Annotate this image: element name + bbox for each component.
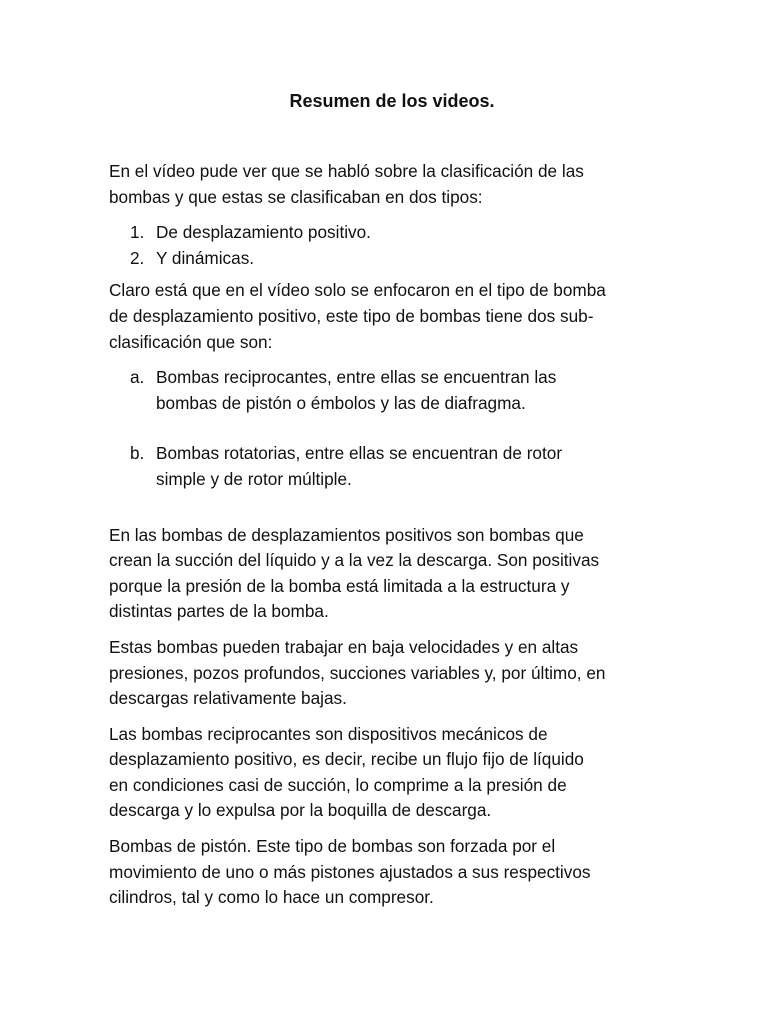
list-item: [109, 220, 669, 246]
text-line: Las bombas reciprocantes son dispositivos mecánicos de: [109, 723, 548, 744]
text-line: clasificación que son:: [109, 331, 273, 352]
list-item-text: Bombas reciprocantes, entre ellas se encuentran las: [156, 367, 557, 388]
text-line: Estas bombas pueden trabajar en baja velocidades y en altas: [109, 636, 579, 657]
list-item-text: bombas de pistón o émbolos y las de diafragma.: [156, 392, 526, 413]
text-line: distintas partes de la bomba.: [109, 601, 329, 622]
list-item-text: Bombas rotatorias, entre ellas se encuentran de rotor: [156, 443, 563, 464]
intro-paragraph: [109, 159, 669, 210]
pump-types-list: [109, 220, 669, 271]
text-line: desplazamiento positivo, es decir, recibe un flujo fijo de líquido: [109, 749, 584, 770]
list-item-text: De desplazamiento positivo.: [156, 222, 371, 243]
text-line: descarga y lo expulsa por la boquilla de descarga.: [109, 800, 492, 821]
text-line: descargas relativamente bajas.: [109, 688, 347, 709]
text-line: en condiciones casi de succión, lo comprime a la presión de: [109, 774, 567, 795]
text-line: En las bombas de desplazamientos positivos son bombas que: [109, 524, 584, 545]
list-marker: a.: [130, 367, 145, 388]
list-marker: 1.: [130, 222, 145, 243]
positive-displacement-paragraph: [109, 523, 669, 625]
list-marker: 2.: [130, 247, 145, 268]
subclassification-paragraph: [109, 278, 669, 355]
document-title: Resumen de los videos.: [289, 91, 495, 111]
list-item: [109, 246, 669, 272]
text-line: movimiento de uno o más pistones ajustados a sus respectivos: [109, 861, 591, 882]
text-line: Bombas de pistón. Este tipo de bombas son forzada por el: [109, 836, 556, 857]
text-line: En el vídeo pude ver que se habló sobre la clasificación de las: [109, 161, 584, 181]
text-line: crean la succión del líquido y a la vez la descarga. Son positivas: [109, 550, 600, 571]
text-line: presiones, pozos profundos, succiones variables y, por último, en: [109, 662, 606, 683]
text-line: porque la presión de la bomba está limitada a la estructura y: [109, 575, 570, 596]
list-item: [109, 365, 669, 416]
list-marker: b.: [130, 443, 145, 464]
document-page: [109, 88, 669, 921]
text-line: cilindros, tal y como lo hace un compresor.: [109, 887, 434, 908]
text-line: Claro está que en el vídeo solo se enfocaron en el tipo de bomba: [109, 280, 606, 301]
list-item: [109, 441, 669, 492]
text-line: bombas y que estas se clasificaban en dos tipos:: [109, 186, 483, 207]
pump-subtypes-list: [109, 365, 669, 492]
operating-conditions-paragraph: [109, 635, 669, 712]
text-line: de desplazamiento positivo, este tipo de bombas tiene dos sub-: [109, 305, 594, 326]
list-item-text: Y dinámicas.: [156, 247, 255, 268]
reciprocating-pumps-paragraph: [109, 722, 669, 824]
piston-pumps-paragraph: [109, 834, 669, 911]
list-item-text: simple y de rotor múltiple.: [156, 468, 352, 489]
